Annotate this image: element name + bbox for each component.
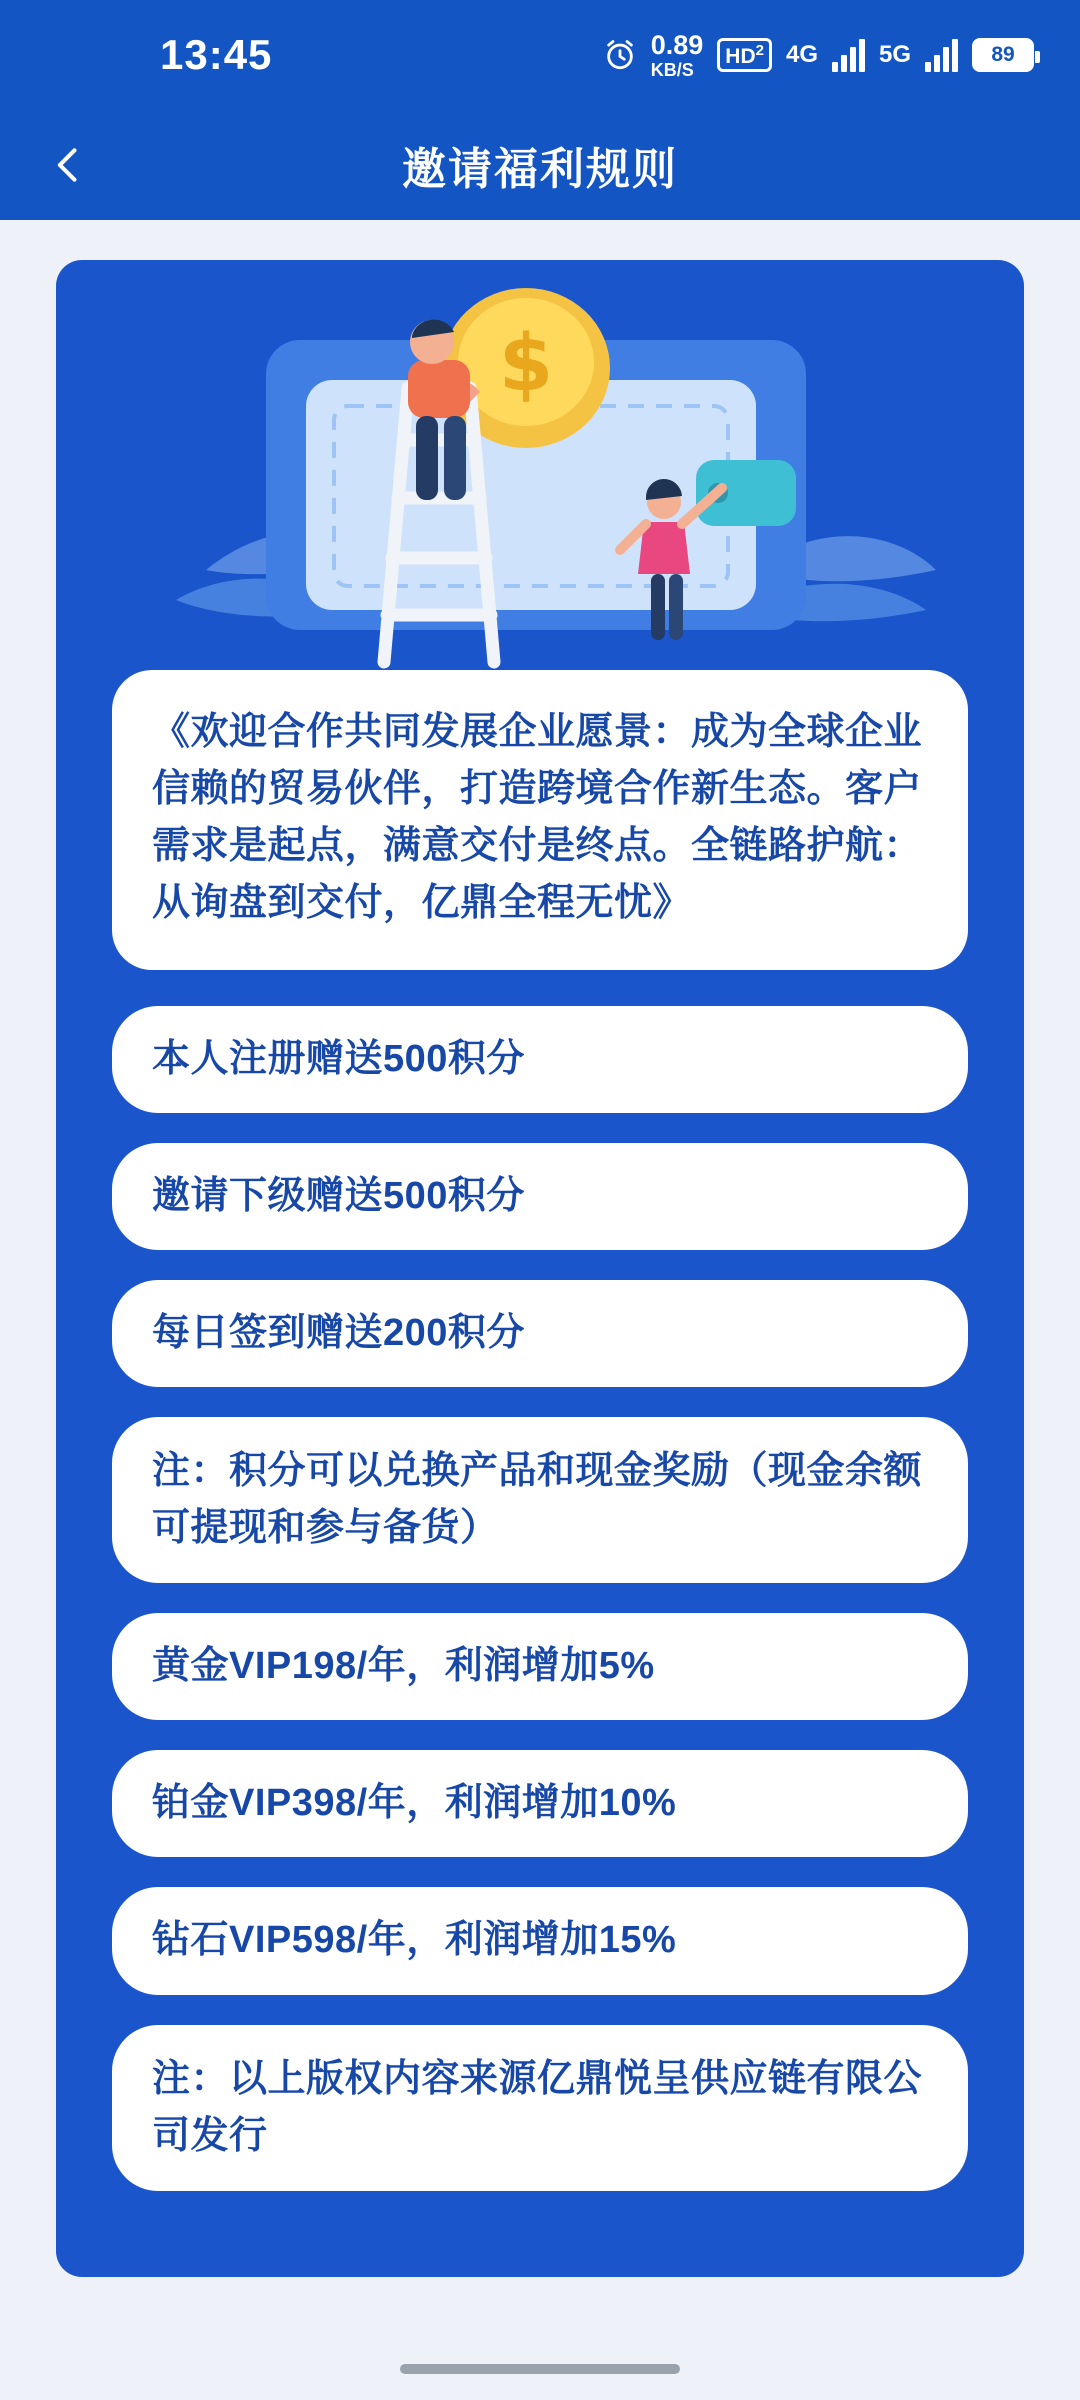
alarm-clock-icon bbox=[603, 38, 637, 72]
rule-item-gold-vip: 黄金VIP198/年，利润增加5% bbox=[112, 1613, 968, 1720]
sim1-network-label: 4G bbox=[785, 41, 818, 68]
sim1-signal-icon bbox=[832, 38, 865, 72]
hd-badge-sub: 2 bbox=[755, 42, 764, 59]
status-bar bbox=[0, 0, 1080, 110]
title-bar bbox=[0, 110, 1080, 220]
rule-item-signin: 每日签到赠送200积分 bbox=[112, 1280, 968, 1387]
rule-item-platinum-vip: 铂金VIP398/年，利润增加10% bbox=[112, 1750, 968, 1857]
battery-percent: 89 bbox=[991, 43, 1015, 66]
status-icons bbox=[603, 29, 1034, 80]
content-area bbox=[0, 220, 1080, 2400]
network-speed-unit: KB/S bbox=[650, 59, 694, 80]
back-button[interactable] bbox=[34, 130, 104, 200]
network-speed bbox=[650, 29, 704, 80]
home-indicator[interactable] bbox=[400, 2364, 680, 2374]
hd-badge-label: HD bbox=[725, 45, 756, 68]
sim2-signal-icon bbox=[925, 38, 958, 72]
rule-item-register: 本人注册赠送500积分 bbox=[112, 1006, 968, 1113]
chevron-left-icon bbox=[47, 143, 91, 187]
rule-item-invite: 邀请下级赠送500积分 bbox=[112, 1143, 968, 1250]
wallet-coin-ladder-illustration bbox=[56, 270, 1024, 670]
hd-badge bbox=[717, 38, 772, 72]
rule-item-copyright-note: 注：以上版权内容来源亿鼎悦呈供应链有限公司发行 bbox=[112, 2025, 968, 2191]
rule-item-note-points: 注：积分可以兑换产品和现金奖励（现金余额可提现和参与备货） bbox=[112, 1417, 968, 1583]
svg-text:$: $ bbox=[498, 319, 554, 409]
rule-intro: 《欢迎合作共同发展企业愿景：成为全球企业信赖的贸易伙伴，打造跨境合作新生态。客户需求是起点，满意交付是终点。全链路护航：从询盘到交付，亿鼎全程无忧》 bbox=[112, 670, 968, 970]
status-time: 13:45 bbox=[160, 31, 273, 78]
page-title: 邀请福利规则 bbox=[402, 145, 678, 194]
battery-icon bbox=[972, 38, 1034, 72]
sim2-network-label: 5G bbox=[878, 41, 911, 68]
rule-item-diamond-vip: 钻石VIP598/年，利润增加15% bbox=[112, 1887, 968, 1994]
rules-card bbox=[56, 260, 1024, 2277]
network-speed-value: 0.89 bbox=[650, 29, 704, 60]
